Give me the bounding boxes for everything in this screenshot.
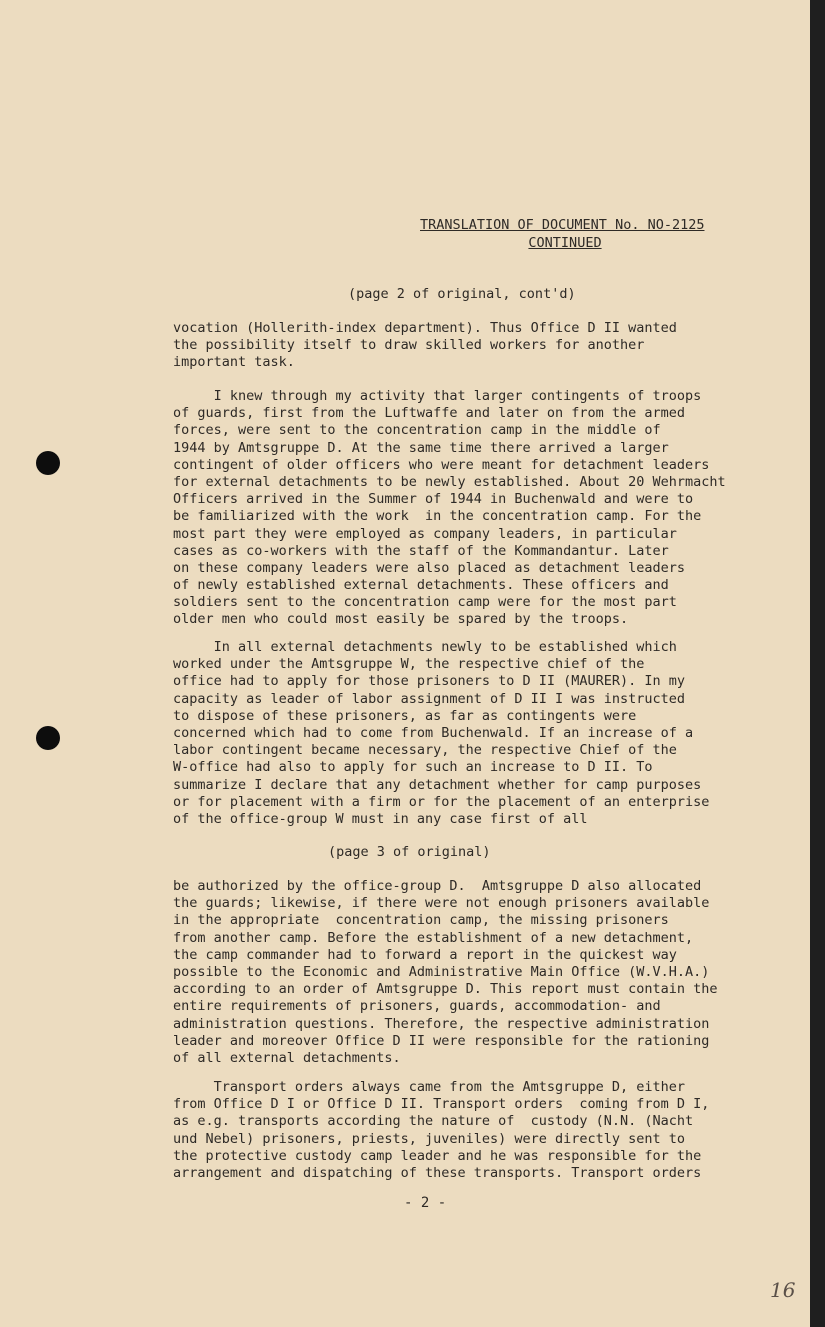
- text-line: office had to apply for those prisoners to D II (MAURER). In my: [173, 673, 686, 690]
- paragraph-4: [173, 878, 718, 1067]
- text-line: summarize I declare that any detachment whether for camp purposes: [173, 776, 702, 793]
- text-line: possible to the Economic and Administrative Main Office (W.V.H.A.): [173, 963, 710, 980]
- text-line: cases as co-workers with the staff of the Kommandantur. Later: [173, 542, 669, 559]
- text-line: most part they were employed as company leaders, in particular: [173, 525, 677, 542]
- text-line: arrangement and dispatching of these transports. Transport orders: [173, 1164, 702, 1181]
- paragraph-1: [173, 320, 677, 372]
- header-subtitle: CONTINUED: [528, 235, 602, 251]
- text-line: from another camp. Before the establishment of a new detachment,: [173, 929, 694, 946]
- text-line: und Nebel) prisoners, priests, juveniles) were directly sent to: [173, 1130, 686, 1147]
- punch-hole: [36, 451, 60, 475]
- page-note-1: (page 2 of original, cont'd): [348, 286, 576, 302]
- text-line: Transport orders always came from the Amtsgruppe D, either: [173, 1079, 686, 1095]
- text-line: of newly established external detachments. These officers and: [173, 577, 669, 594]
- text-line: of the office-group W must in any case first of all: [173, 810, 588, 827]
- text-line: entire requirements of prisoners, guards, accommodation- and: [173, 998, 661, 1015]
- text-line: forces, were sent to the concentration camp in the middle of: [173, 422, 661, 439]
- paragraph-5: [173, 1079, 709, 1182]
- text-line: be familiarized with the work in the concentration camp. For the: [173, 508, 702, 525]
- text-line: in the appropriate concentration camp, the missing prisoners: [173, 912, 669, 929]
- text-line: the protective custody camp leader and he was responsible for the: [173, 1147, 702, 1164]
- text-line: important task.: [173, 354, 295, 371]
- text-line: capacity as leader of labor assignment of D II I was instructed: [173, 690, 686, 707]
- text-line: concerned which had to come from Buchenwald. If an increase of a: [173, 724, 694, 741]
- text-line: the possibility itself to draw skilled workers for another: [173, 337, 645, 354]
- header-title: TRANSLATION OF DOCUMENT No. NO-2125: [420, 217, 705, 233]
- text-line: of guards, first from the Luftwaffe and later on from the armed: [173, 405, 686, 422]
- handwritten-number: 16: [770, 1278, 796, 1302]
- text-line: leader and moreover Office D II were responsible for the rationing: [173, 1032, 710, 1049]
- text-line: on these company leaders were also placed as detachment leaders: [173, 559, 686, 576]
- text-line: or for placement with a firm or for the placement of an enterprise: [173, 793, 710, 810]
- text-line: older men who could most easily be spared by the troops.: [173, 611, 629, 628]
- scan-edge: [810, 0, 825, 1327]
- text-line: I knew through my activity that larger contingents of troops: [173, 388, 702, 404]
- text-line: W-office had also to apply for such an increase to D II. To: [173, 759, 653, 776]
- page-number: - 2 -: [404, 1195, 447, 1211]
- paragraph-3: [173, 639, 709, 828]
- text-line: according to an order of Amtsgruppe D. This report must contain the: [173, 981, 718, 998]
- document-header: [420, 216, 720, 252]
- text-line: be authorized by the office-group D. Amtsgruppe D also allocated: [173, 878, 702, 894]
- text-line: worked under the Amtsgruppe W, the respective chief of the: [173, 656, 645, 673]
- text-line: administration questions. Therefore, the respective administration: [173, 1015, 710, 1032]
- text-line: In all external detachments newly to be established which: [173, 639, 677, 655]
- text-line: from Office D I or Office D II. Transport orders coming from D I,: [173, 1096, 710, 1113]
- text-line: labor contingent became necessary, the respective Chief of the: [173, 742, 677, 759]
- text-line: vocation (Hollerith-index department). Thus Office D II wanted: [173, 320, 677, 336]
- text-line: contingent of older officers who were meant for detachment leaders: [173, 456, 710, 473]
- page-note-2: (page 3 of original): [328, 844, 491, 860]
- text-line: the guards; likewise, if there were not enough prisoners available: [173, 895, 710, 912]
- punch-hole: [36, 726, 60, 750]
- text-line: as e.g. transports according the nature of custody (N.N. (Nacht: [173, 1113, 694, 1130]
- text-line: for external detachments to be newly established. About 20 Wehrmacht: [173, 473, 726, 490]
- paragraph-2: [173, 388, 726, 629]
- text-line: the camp commander had to forward a report in the quickest way: [173, 946, 677, 963]
- text-line: Officers arrived in the Summer of 1944 in Buchenwald and were to: [173, 491, 694, 508]
- text-line: of all external detachments.: [173, 1049, 401, 1066]
- text-line: soldiers sent to the concentration camp were for the most part: [173, 594, 677, 611]
- text-line: 1944 by Amtsgruppe D. At the same time there arrived a larger: [173, 439, 669, 456]
- text-line: to dispose of these prisoners, as far as contingents were: [173, 707, 637, 724]
